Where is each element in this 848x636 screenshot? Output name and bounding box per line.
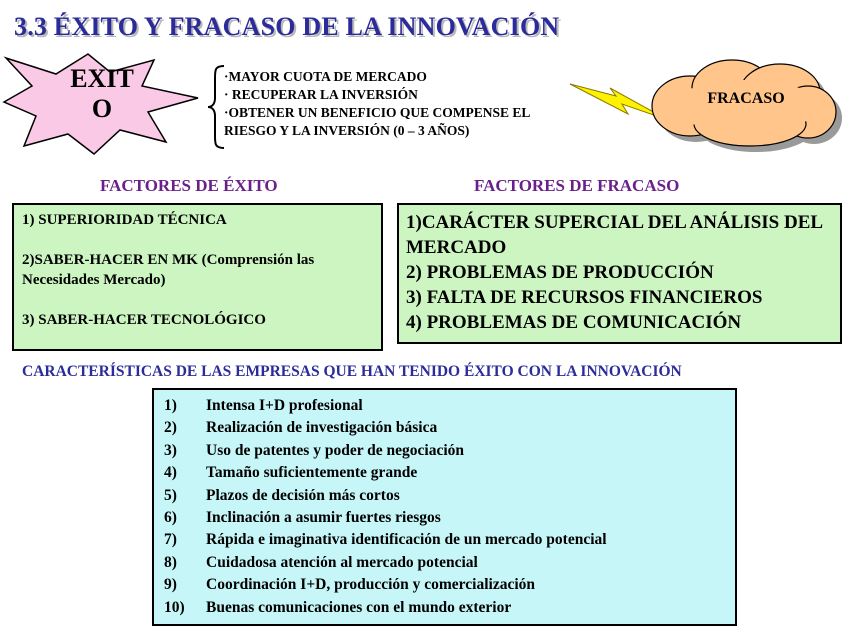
list-item: 9) Coordinación I+D, producción y comercialización <box>164 576 536 594</box>
factores-exito-box <box>12 203 383 351</box>
fracaso-label: FRACASO <box>707 90 785 107</box>
factores-fracaso-box <box>397 203 842 344</box>
exito-outcome: ·OBTENER UN BENEFICIO QUE COMPENSE EL <box>224 105 531 120</box>
caracteristicas-box <box>152 388 737 626</box>
page-title: 3.3 ÉXITO Y FRACASO DE LA INNOVACIÓN <box>14 12 560 41</box>
factor-fracaso-item: 2) PROBLEMAS DE PRODUCCIÓN <box>406 262 714 283</box>
list-item: 3) Uso de patentes y poder de negociación <box>164 441 465 459</box>
factor-exito-item: 2)SABER-HACER EN MK (Comprensión las Necesidades Mercado) <box>22 252 315 288</box>
list-item: 1) Intensa I+D profesional <box>164 397 363 414</box>
factor-fracaso-item: 3) FALTA DE RECURSOS FINANCIEROS <box>406 287 763 308</box>
exito-outcome: · RECUPERAR LA INVERSIÓN <box>224 87 418 102</box>
list-item: 6) Inclinación a asumir fuertes riesgos <box>164 509 441 527</box>
factor-fracaso-item: 4) PROBLEMAS DE COMUNICACIÓN <box>406 312 742 333</box>
list-item: 7) Rápida e imaginativa identificación de un mercado potencial <box>164 531 607 549</box>
factor-fracaso-item: 1)CARÁCTER SUPERCIAL DEL ANÁLISIS DEL MERCADO <box>406 212 822 258</box>
list-item: 10) Buenas comunicaciones con el mundo exterior <box>164 598 512 616</box>
list-item: 8) Cuidadosa atención al mercado potencial <box>164 553 478 571</box>
list-item: 2) Realización de investigación básica <box>164 419 438 437</box>
caracteristicas-heading: CARACTERÍSTICAS DE LAS EMPRESAS QUE HAN TENIDO ÉXITO CON LA INNOVACIÓN <box>22 363 682 380</box>
factores-exito-heading: FACTORES DE ÉXITO <box>100 176 278 195</box>
list-item: 5) Plazos de decisión más cortos <box>164 486 400 504</box>
exito-outcomes-list <box>224 68 604 140</box>
factor-exito-item: 1) SUPERIORIDAD TÉCNICA <box>22 212 227 228</box>
factores-fracaso-heading: FACTORES DE FRACASO <box>474 176 680 195</box>
exito-outcome: ·MAYOR CUOTA DE MERCADO <box>224 69 427 84</box>
list-item: 4) Tamaño suficientemente grande <box>164 464 418 482</box>
factor-exito-item: 3) SABER-HACER TECNOLÓGICO <box>22 312 266 328</box>
exito-outcome: RIESGO Y LA INVERSIÓN (0 – 3 AÑOS) <box>224 123 470 138</box>
exito-label: EXIT O <box>70 64 134 123</box>
